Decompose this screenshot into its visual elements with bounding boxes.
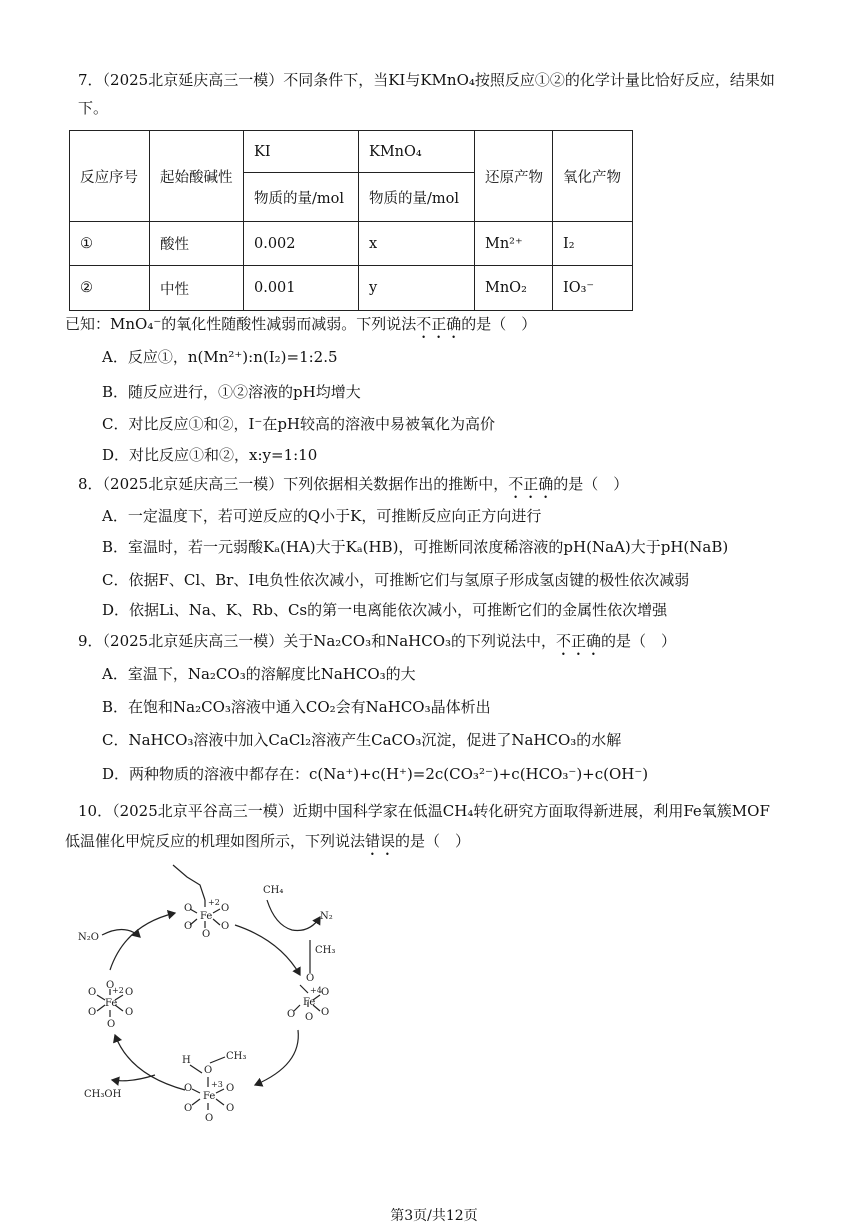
table-cell: y [359,266,475,311]
table-header-ki: KI [244,131,359,173]
q7-option-b[interactable]: B．随反应进行，①②溶液的pH均增大 [102,383,361,401]
fe-bottom-h: H [182,1055,191,1066]
table-header-ki-unit: 物质的量/mol [244,173,359,222]
table-cell: 0.001 [244,266,359,311]
cycle-arrow-top-right [235,925,300,975]
ch3oh-arrow [112,1075,155,1081]
q9-stem [78,631,676,659]
fe-top-o: O [221,903,230,914]
table-header-kmno4: KMnO₄ [359,131,475,173]
fe-left-o: O [106,980,115,991]
n2o-arrow [102,929,140,937]
fe-top-o: O [221,921,230,932]
fe-right-o: O [305,1012,314,1023]
fe-left-oxidation: +2 [112,986,124,995]
table-header-oxidation: 氧化产物 [553,131,633,222]
fe-right-o: O [306,973,315,984]
fe-left-o: O [107,1019,116,1030]
fe-bottom-o: O [226,1083,235,1094]
fe-top-o: O [184,921,193,932]
table-header-kmno4-unit: 物质的量/mol [359,173,475,222]
table-header-seq: 反应序号 [70,131,150,222]
n2o-ligand-bond [173,865,205,900]
cycle-arrow-right [255,1030,298,1085]
q7-option-a[interactable]: A．反应①，n(Mn²⁺):n(I₂)=1:2.5 [102,348,338,366]
q9-option-d[interactable]: D．两种物质的溶液中都存在：c(Na⁺)+c(H⁺)=2c(CO₃²⁻)+c(HCO₃⁻)+c(OH⁻) [102,765,649,783]
q10-stem-line1: 10．（2025北京平谷高三一模）近期中国科学家在低温CH₄转化研究方面取得新进展，利用Fe氧簇MOF [78,802,770,820]
ch4-arrow [267,900,320,930]
fe-right-o: O [321,987,330,998]
fe-left-o: O [88,987,97,998]
cycle-arrow-bottom-left [115,1035,185,1090]
q7-emphasis: 不正确 [416,315,462,333]
fe-bottom-o: O [205,1113,214,1124]
q7-known-end: 的是（ ） [461,315,537,333]
table-cell: ① [70,222,150,266]
q7-stem-line2: 下。 [78,99,109,117]
table-cell: Mn²⁺ [475,222,553,266]
q8-option-b[interactable]: B．室温时，若一元弱酸Kₐ(HA)大于Kₐ(HB)，可推断同浓度稀溶液的pH(NaA)大于pH(NaB) [102,538,729,556]
q7-option-d[interactable]: D．对比反应①和②，x:y=1:10 [102,446,318,464]
ch4-label: CH₄ [263,885,284,896]
table-header-acidity: 起始酸碱性 [150,131,244,222]
q9-option-c[interactable]: C．NaHCO₃溶液中加入CaCl₂溶液产生CaCO₃沉淀，促进了NaHCO₃的水解 [102,731,622,749]
q7-table [69,130,633,311]
fe-bottom-o: O [184,1103,193,1114]
fe-top-o: O [184,903,193,914]
n2-label: N₂ [320,911,333,922]
table-row [70,266,633,311]
table-cell: IO₃⁻ [553,266,633,311]
q8-option-a[interactable]: A．一定温度下，若可逆反应的Q小于K，可推断反应向正方向进行 [102,507,542,525]
q10-stem-end: 的是（ ） [395,832,471,850]
q8-option-c[interactable]: C．依据F、Cl、Br、I电负性依次减小，可推断它们与氢原子形成氢卤键的极性依次减弱 [102,571,690,589]
q7-option-c[interactable]: C．对比反应①和②，I⁻在pH较高的溶液中易被氧化为高价 [102,415,496,433]
fe-right-oxidation: +4 [310,986,322,995]
table-cell: 中性 [150,266,244,311]
q9-option-b[interactable]: B．在饱和Na₂CO₃溶液中通入CO₂会有NaHCO₃晶体析出 [102,698,491,716]
n2o-label: N₂O [78,932,99,943]
fe-bottom-oxidation: +3 [211,1080,223,1089]
fe-bottom-ch3: CH₃ [226,1051,247,1062]
cycle-arrow-left [110,913,175,970]
q7-known [65,314,536,342]
fe-top-oxidation: +2 [208,898,220,907]
q8-stem [78,474,628,502]
q7-known-text: 已知：MnO₄⁻的氧化性随酸性减弱而减弱。下列说法 [65,315,417,333]
fe-right-ch3: CH₃ [315,945,336,956]
q10-emphasis: 错误 [365,832,396,850]
fe-bottom-o: O [226,1103,235,1114]
fe-right-o: O [321,1007,330,1018]
page-footer: 第3页/共12页 [390,1208,478,1224]
catalytic-cycle-diagram [70,855,360,1125]
fe-left-o: O [125,987,134,998]
fe-bottom-o: O [184,1083,193,1094]
fe-left-label: Fe [105,998,118,1009]
fe-top-o: O [202,929,211,940]
q8-emphasis: 不正确 [508,475,554,493]
fe-right-o: O [287,1009,296,1020]
q8-option-d[interactable]: D．依据Li、Na、K、Rb、Cs的第一电离能依次减小，可推断它们的金属性依次增强 [102,601,668,619]
table-header-reduction: 还原产物 [475,131,553,222]
q9-option-a[interactable]: A．室温下，Na₂CO₃的溶解度比NaHCO₃的大 [102,665,416,683]
fe-bottom-o: O [204,1065,213,1076]
q9-stem-text: 9．（2025北京延庆高三一模）关于Na₂CO₃和NaHCO₃的下列说法中， [78,632,557,650]
table-row [70,222,633,266]
fe-top-label: Fe [200,911,213,922]
fe-bottom-label: Fe [203,1091,216,1102]
fe-left-o: O [125,1007,134,1018]
table-cell: ② [70,266,150,311]
table-cell: MnO₂ [475,266,553,311]
q9-stem-end: 的是（ ） [601,632,677,650]
q8-stem-text: 8．（2025北京延庆高三一模）下列依据相关数据作出的推断中， [78,475,509,493]
table-cell: 0.002 [244,222,359,266]
q10-stem-text: 低温催化甲烷反应的机理如图所示，下列说法 [65,832,366,850]
q8-stem-end: 的是（ ） [553,475,629,493]
table-cell: 酸性 [150,222,244,266]
table-cell: I₂ [553,222,633,266]
fe-left-o: O [88,1007,97,1018]
fe-right-label: Fe [303,997,316,1008]
table-cell: x [359,222,475,266]
q9-emphasis: 不正确 [556,632,602,650]
ch3oh-label: CH₃OH [84,1089,122,1100]
q7-stem-line1: 7．（2025北京延庆高三一模）不同条件下，当KI与KMnO₄按照反应①②的化学计量比恰好反应，结果如 [78,71,775,89]
